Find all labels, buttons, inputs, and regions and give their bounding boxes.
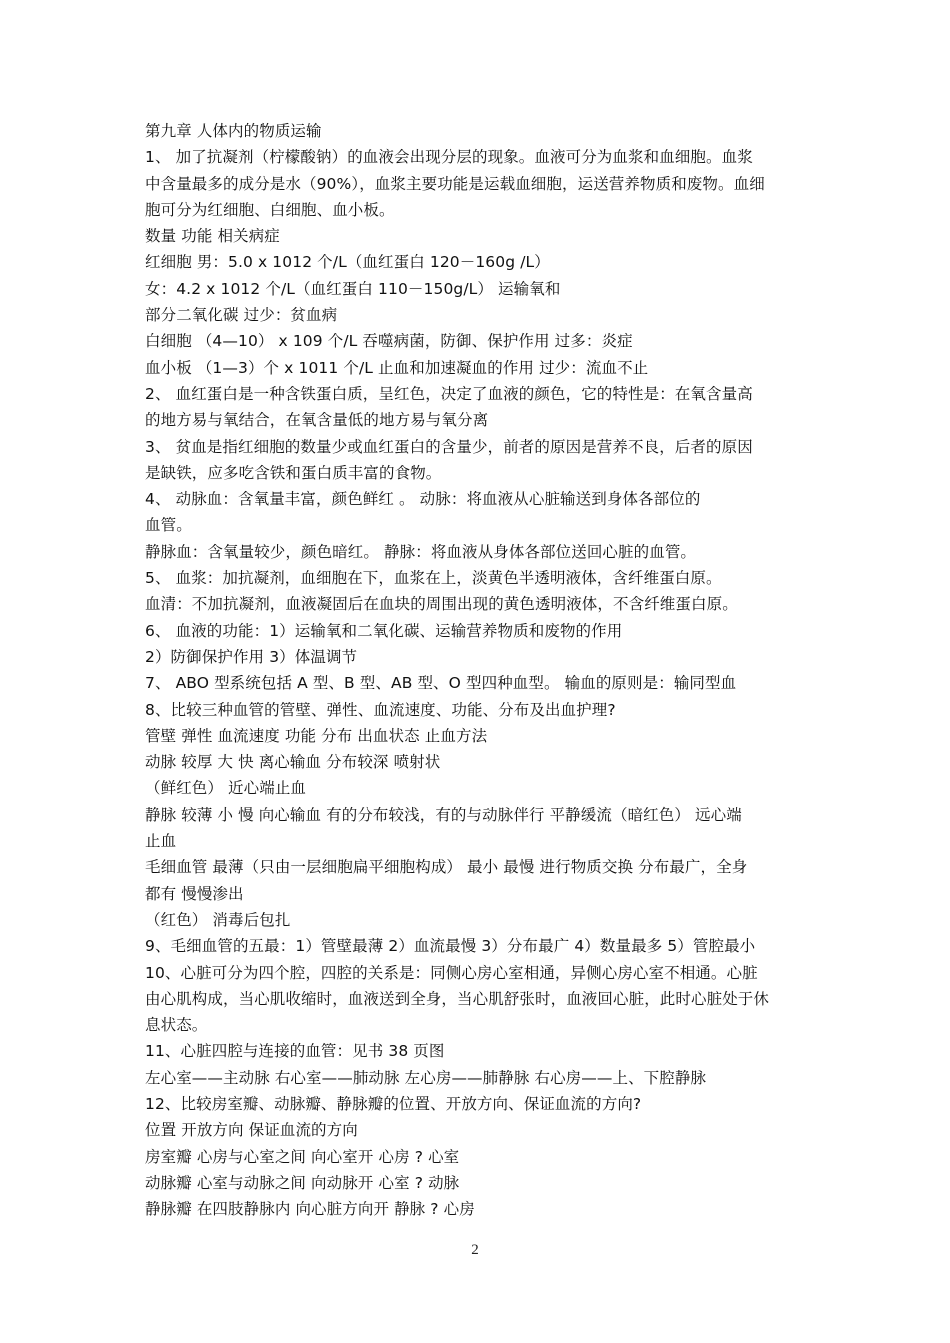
document-body [145,118,813,1222]
text-line: 左心室——主动脉 右心室——肺动脉 左心房——肺静脉 右心房——上、下腔静脉 [145,1068,707,1087]
text-line: 白细胞 （4—10） x 109 个/L 吞噬病菌，防御、保护作用 过多：炎症 [145,332,633,351]
text-line: 静脉瓣 在四肢静脉内 向心脏方向开 静脉 ? 心房 [145,1200,475,1219]
text-line: 静脉 较薄 小 慢 向心输血 有的分布较浅，有的与动脉伴行 平静缓流（暗红色） 远心端 [145,805,742,824]
text-line: 3、 贫血是指红细胞的数量少或血红蛋白的含量少，前者的原因是营养不良，后者的原因 [145,437,753,456]
text-line: 女：4.2 x 1012 个/L（血红蛋白 110－150g/L） 运输氧和 [145,279,561,298]
text-line: 11、心脏四腔与连接的血管：见书 38 页图 [145,1042,445,1061]
text-line: 第九章 人体内的物质运输 [145,122,322,140]
text-line: 5、 血浆：加抗凝剂，血细胞在下，血浆在上，淡黄色半透明液体，含纤维蛋白原。 [145,569,722,588]
text-line: 1、 加了抗凝剂（柠檬酸钠）的血液会出现分层的现象。血液可分为血浆和血细胞。血浆 [145,148,753,167]
text-line: 部分二氧化碳 过少：贫血病 [145,306,338,325]
text-line: 红细胞 男：5.0 x 1012 个/L（血红蛋白 120－160g /L） [145,253,550,272]
text-line: 7、 ABO 型系统包括 A 型、B 型、AB 型、O 型四种血型。 输血的原则是：输同型血 [145,674,737,693]
text-line: 12、比较房室瓣、动脉瓣、静脉瓣的位置、开放方向、保证血流的方向? [145,1094,642,1113]
text-line: 4、 动脉血：含氧量丰富，颜色鲜红 。 动脉：将血液从心脏输送到身体各部位的 [145,490,701,509]
text-line: 血管。 [145,516,192,535]
page-number: 2 [471,1242,479,1258]
text-line: 毛细血管 最薄（只由一层细胞扁平细胞构成） 最小 最慢 进行物质交换 分布最广，全身 [145,858,748,877]
text-line: 动脉 较厚 大 快 离心输血 分布较深 喷射状 [145,753,441,772]
text-line: （鲜红色） 近心端止血 [145,779,307,798]
text-line: 8、比较三种血管的管壁、弹性、血流速度、功能、分布及出血护理? [145,700,616,719]
text-line: 由心肌构成，当心肌收缩时，血液送到全身，当心肌舒张时，血液回心脏，此时心脏处于休 [145,989,770,1008]
text-line: 息状态。 [145,1016,208,1035]
text-line: 位置 开放方向 保证血流的方向 [145,1121,358,1140]
text-line: 都有 慢慢渗出 [145,884,244,903]
text-line: 中含量最多的成分是水（90%），血浆主要功能是运载血细胞，运送营养物质和废物。血细 [145,174,765,193]
text-line: 止血 [145,832,177,851]
text-line: 的地方易与氧结合，在氧含量低的地方易与氧分离 [145,411,489,430]
text-line: 6、 血液的功能：1）运输氧和二氧化碳、运输营养物质和废物的作用 [145,621,623,640]
text-line: 是缺铁，应多吃含铁和蛋白质丰富的食物。 [145,463,442,482]
text-line: 房室瓣 心房与心室之间 向心室开 心房 ? 心室 [145,1147,460,1166]
text-line: 血小板 （1—3）个 x 1011 个/L 止血和加速凝血的作用 过少：流血不止 [145,358,649,377]
text-line: 静脉血：含氧量较少，颜色暗红。 静脉：将血液从身体各部位送回心脏的血管。 [145,542,697,561]
text-line: 10、心脏可分为四个腔，四腔的关系是：同侧心房心室相通，异侧心房心室不相通。心脏 [145,963,758,982]
text-line: 2、 血红蛋白是一种含铁蛋白质，呈红色，决定了血液的颜色，它的特性是：在氧含量高 [145,384,753,403]
text-line: 9、毛细血管的五最：1）管壁最薄 2）血流最慢 3）分布最广 4）数量最多 5）管腔最小 [145,937,756,956]
text-line: 血清：不加抗凝剂，血液凝固后在血块的周围出现的黄色透明液体，不含纤维蛋白原。 [145,595,738,614]
text-line: 数量 功能 相关病症 [145,227,280,246]
text-line: 管壁 弹性 血流速度 功能 分布 出血状态 止血方法 [145,726,488,745]
text-line: 2）防御保护作用 3）体温调节 [145,647,358,666]
text-line: （红色） 消毒后包扎 [145,910,291,929]
text-line: 胞可分为红细胞、白细胞、血小板。 [145,200,395,219]
text-line: 动脉瓣 心室与动脉之间 向动脉开 心室 ? 动脉 [145,1173,460,1192]
